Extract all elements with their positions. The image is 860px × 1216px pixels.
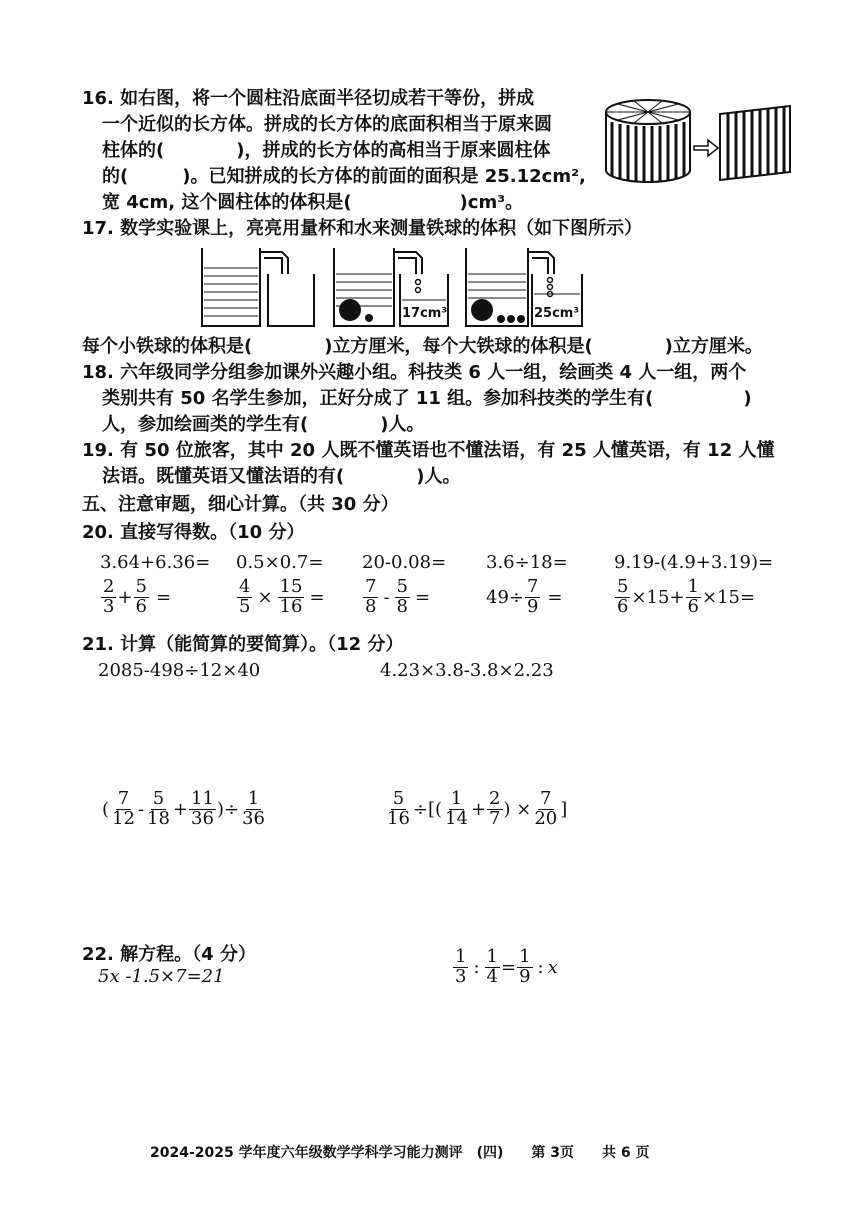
denominator: 14	[445, 807, 468, 829]
q21-expr-4	[384, 790, 567, 829]
q16-line3: 柱体的( )，拼成的长方体的高相当于原来圆柱体	[102, 140, 551, 161]
numerator: 7	[117, 788, 130, 809]
numerator: 5	[135, 576, 147, 597]
denominator: 6	[617, 595, 629, 617]
numerator: 5	[392, 788, 405, 809]
q20-item-2: 0.5×0.7=	[236, 552, 324, 573]
q16-line2: 一个近似的长方体。拼成的长方体的底面积相当于原来圆	[102, 114, 552, 135]
operator: +	[470, 798, 487, 820]
denominator: 6	[687, 595, 699, 617]
numerator: 7	[365, 576, 377, 597]
q20-frac-item-3	[362, 578, 430, 617]
cup3-volume-label: 25cm³	[534, 306, 580, 321]
numerator: 1	[455, 946, 467, 967]
denominator: 7	[489, 807, 501, 829]
numerator: 1	[519, 946, 531, 967]
q21-expr-3	[102, 790, 268, 829]
equals-sign: =	[415, 586, 431, 608]
tail-expr: ×15=	[701, 586, 756, 608]
q21-expr-1: 2085-498÷12×40	[98, 660, 261, 681]
denominator: 8	[396, 595, 408, 617]
q16-line1: 16. 如右图，将一个圆柱沿底面半径切成若干等份，拼成	[82, 88, 535, 109]
page-footer: 2024-2025 学年度六年级数学学科学习能力测评 (四) 第 3页 共 6 页	[150, 1145, 650, 1161]
q20-title: 20. 直接写得数。（10 分）	[82, 522, 305, 543]
q20-item-1: 3.64+6.36=	[100, 552, 211, 573]
q20-item-4: 3.6÷18=	[486, 552, 568, 573]
numerator: 1	[247, 788, 260, 809]
q18-line2: 类别共有 50 名学生参加，正好分成了 11 组。参加科技类的学生有( )	[102, 388, 752, 409]
q22-equation-1: 5x -1.5×7=21	[98, 966, 225, 987]
q19-line2: 法语。既懂英语又懂法语的有( )人。	[102, 466, 461, 487]
q20-frac-item-1	[100, 578, 171, 617]
measuring-cups-figure	[198, 244, 588, 330]
denominator: 3	[103, 595, 115, 617]
q20-item-3: 20-0.08=	[362, 552, 447, 573]
numerator: 1	[450, 788, 463, 809]
cup2-volume-label: 17cm³	[402, 306, 448, 321]
denominator: 20	[534, 807, 558, 829]
q16-line5: 宽 4cm, 这个圆柱体的体积是( )cm³。	[102, 192, 524, 213]
numerator: 1	[486, 946, 498, 967]
denominator: 4	[486, 965, 498, 987]
q22-title: 22. 解方程。（4 分）	[82, 944, 256, 965]
operator: +	[117, 586, 133, 608]
denominator: 5	[239, 595, 251, 617]
middle-expr: ÷[(	[412, 798, 443, 820]
numerator: 7	[540, 788, 552, 809]
q22-equation-2	[452, 948, 558, 987]
q19-line1: 19. 有 50 位旅客，其中 20 人既不懂英语也不懂法语，有 25 人懂英语，有 12 人懂	[82, 440, 775, 461]
middle-expr: ×15+	[631, 586, 685, 608]
denominator: 12	[112, 807, 135, 829]
denominator: 8	[365, 595, 377, 617]
q16-line4: 的( )。已知拼成的长方体的前面的面积是 25.12cm²,	[102, 166, 586, 187]
operator: -	[383, 586, 390, 608]
denominator: 3	[455, 965, 467, 987]
denominator: 6	[135, 595, 147, 617]
equals-sign: =	[500, 956, 517, 978]
q18-line3: 人，参加绘画类的学生有( )人。	[102, 414, 425, 435]
cylinder-to-cuboid-figure	[600, 96, 800, 186]
equals-sign: =	[309, 586, 325, 608]
q17-line1: 17. 数学实验课上，亮亮用量杯和水来测量铁球的体积（如下图所示）	[82, 218, 643, 239]
denominator: 16	[387, 807, 410, 829]
numerator: 2	[489, 788, 501, 809]
q21-expr-2: 4.23×3.8-3.8×2.23	[380, 660, 554, 681]
numerator: 5	[396, 576, 408, 597]
q17-answer-line: 每个小铁球的体积是( )立方厘米，每个大铁球的体积是( )立方厘米。	[82, 336, 763, 357]
operator: ×	[257, 586, 273, 608]
ratio-colon: :	[473, 956, 480, 978]
q20-frac-item-2	[236, 578, 325, 617]
variable-x: x	[547, 956, 558, 978]
numerator: 2	[103, 576, 115, 597]
equals-sign: =	[156, 586, 172, 608]
numerator: 5	[152, 788, 165, 809]
prefix: 49÷	[486, 586, 524, 608]
operator: -	[137, 798, 145, 820]
denominator: 36	[242, 807, 265, 829]
q20-frac-item-4	[486, 578, 563, 617]
q18-line1: 18. 六年级同学分组参加课外兴趣小组。科技类 6 人一组，绘画类 4 人一组，两个	[82, 362, 747, 383]
denominator: 9	[519, 965, 531, 987]
open-paren: (	[102, 798, 110, 820]
q20-frac-item-5	[614, 578, 755, 617]
ratio-colon: :	[537, 956, 544, 978]
numerator: 4	[239, 576, 251, 597]
q20-item-5: 9.19-(4.9+3.19)=	[614, 552, 774, 573]
denominator: 9	[527, 595, 539, 617]
close-paren-divide: )÷	[216, 798, 240, 820]
equals-sign: =	[547, 586, 563, 608]
denominator: 18	[147, 807, 170, 829]
section-5-heading: 五、注意审题，细心计算。（共 30 分）	[82, 494, 399, 515]
numerator: 1	[687, 576, 699, 597]
numerator: 15	[279, 576, 303, 597]
numerator: 11	[191, 788, 214, 809]
denominator: 36	[191, 807, 214, 829]
q21-title: 21. 计算（能简算的要简算）。（12 分）	[82, 634, 404, 655]
operator: +	[172, 798, 189, 820]
numerator: 5	[617, 576, 629, 597]
numerator: 7	[527, 576, 539, 597]
denominator: 16	[279, 595, 303, 617]
close-bracket: ]	[560, 798, 568, 820]
close-paren-times: ) ×	[503, 798, 532, 820]
